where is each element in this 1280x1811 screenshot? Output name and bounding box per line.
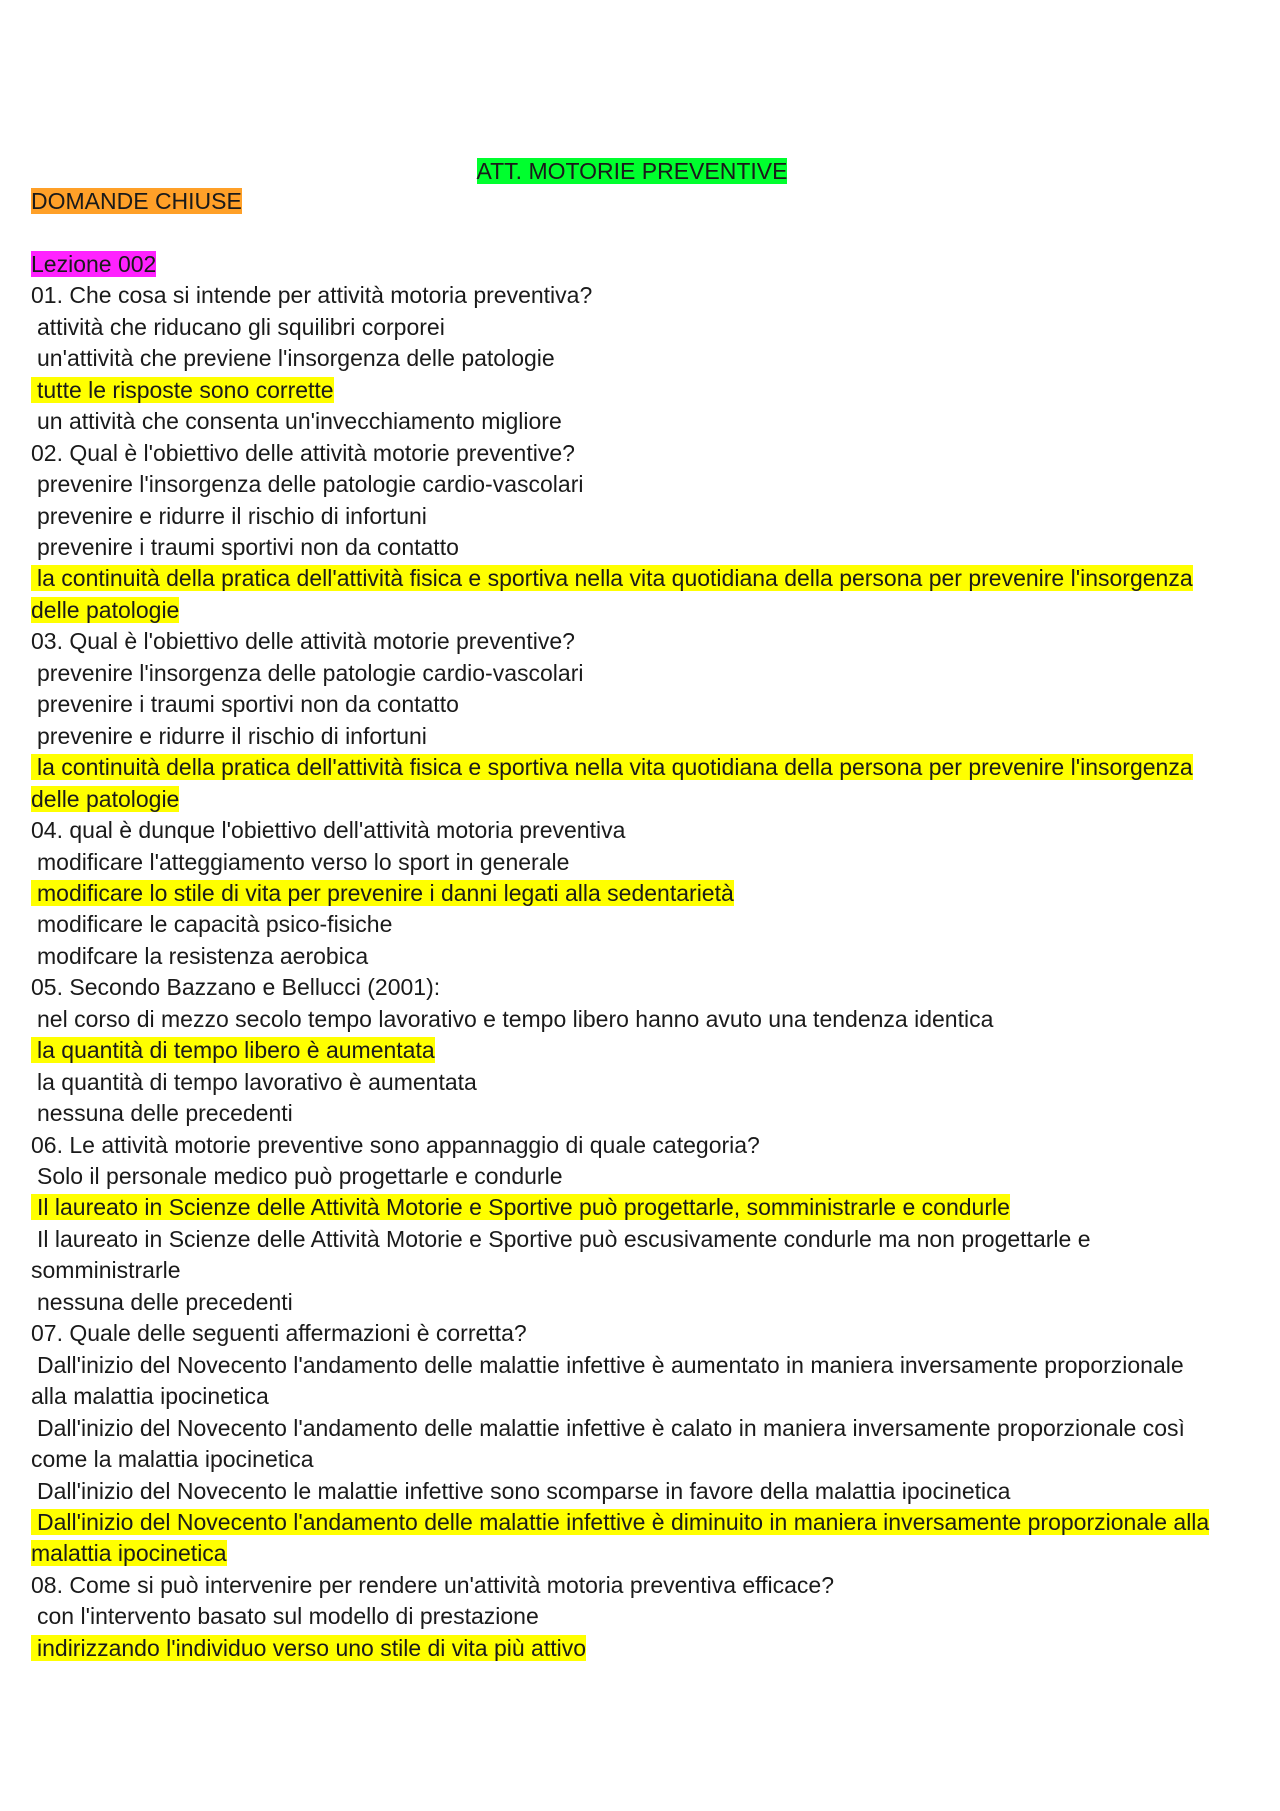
answer-option: modifcare la resistenza aerobica <box>37 942 369 969</box>
answer-option: con l'intervento basato sul modello di prestazione <box>37 1603 539 1630</box>
answer-option: prevenire e ridurre il rischio di infortuni <box>37 502 427 529</box>
answer-option-continuation: come la malattia ipocinetica <box>31 1446 314 1473</box>
answer-option: modificare l'atteggiamento verso lo sport in generale <box>37 848 570 875</box>
correct-answer: la continuità della pratica dell'attività fisica e sportiva nella vita quotidiana della persona per prevenire l'insorgenza <box>31 563 1256 594</box>
correct-answer: la continuità della pratica dell'attività fisica e sportiva nella vita quotidiana della persona per prevenire l'insorgenza <box>31 752 1256 783</box>
section-heading: DOMANDE CHIUSE <box>31 188 242 214</box>
answer-option: nessuna delle precedenti <box>37 1288 293 1315</box>
correct-answer: modificare lo stile di vita per prevenire i danni legati alla sedentarietà <box>31 878 1256 909</box>
document-title: ATT. MOTORIE PREVENTIVE <box>476 158 788 184</box>
answer-option-continuation: alla malattia ipocinetica <box>31 1383 269 1410</box>
answer-option: un attività che consenta un'invecchiamento migliore <box>37 408 562 435</box>
answer-option: prevenire i traumi sportivi non da contatto <box>37 533 459 560</box>
answer-option: un'attività che previene l'insorgenza delle patologie <box>37 345 555 372</box>
answer-option: prevenire l'insorgenza delle patologie cardio-vascolari <box>37 471 584 498</box>
correct-answer: Dall'inizio del Novecento l'andamento delle malattie infettive è diminuito in maniera inversamente proporzionale alla <box>31 1507 1256 1538</box>
question-text: 04. qual è dunque l'obiettivo dell'attività motoria preventiva <box>31 817 626 844</box>
answer-option: attività che riducano gli squilibri corporei <box>37 313 445 340</box>
answer-option: la quantità di tempo lavorativo è aumentata <box>37 1068 477 1095</box>
question-text: 03. Qual è l'obiettivo delle attività motorie preventive? <box>31 628 575 655</box>
correct-answer: Il laureato in Scienze delle Attività Motorie e Sportive può progettarle, somministrarle e condurle <box>31 1192 1256 1223</box>
correct-answer: indirizzando l'individuo verso uno stile di vita più attivo <box>31 1633 1256 1664</box>
question-text: 05. Secondo Bazzano e Bellucci (2001): <box>31 974 441 1001</box>
answer-option: Il laureato in Scienze delle Attività Motorie e Sportive può escusivamente condurle ma non progettarle e <box>37 1225 1091 1252</box>
answer-option: prevenire i traumi sportivi non da contatto <box>37 691 459 718</box>
document-body <box>31 186 1256 1664</box>
question-text: 01. Che cosa si intende per attività motoria preventiva? <box>31 282 593 309</box>
answer-option: prevenire e ridurre il rischio di infortuni <box>37 722 427 749</box>
correct-answer-continuation: malattia ipocinetica <box>31 1540 227 1567</box>
answer-option: nessuna delle precedenti <box>37 1100 293 1127</box>
answer-option: modificare le capacità psico-fisiche <box>37 911 393 938</box>
answer-option: prevenire l'insorgenza delle patologie cardio-vascolari <box>37 659 584 686</box>
answer-option: Dall'inizio del Novecento le malattie infettive sono scomparse in favore della malattia ipocinetica <box>37 1477 1011 1504</box>
answer-option: nel corso di mezzo secolo tempo lavorativo e tempo libero hanno avuto una tendenza identica <box>37 1005 994 1032</box>
question-text: 02. Qual è l'obiettivo delle attività motorie preventive? <box>31 439 575 466</box>
question-text: 07. Quale delle seguenti affermazioni è corretta? <box>31 1320 527 1347</box>
answer-option: Solo il personale medico può progettarle e condurle <box>37 1163 563 1190</box>
question-text: 08. Come si può intervenire per rendere un'attività motoria preventiva efficace? <box>31 1571 835 1598</box>
blank-line <box>31 217 1256 248</box>
question-text: 06. Le attività motorie preventive sono appannaggio di quale categoria? <box>31 1131 760 1158</box>
lesson-label: Lezione 002 <box>31 250 157 277</box>
answer-option-continuation: somministrarle <box>31 1257 181 1284</box>
answer-option: Dall'inizio del Novecento l'andamento delle malattie infettive è aumentato in maniera inversamente proporzionale <box>37 1351 1184 1378</box>
correct-answer: tutte le risposte sono corrette <box>31 375 1256 406</box>
correct-answer: la quantità di tempo libero è aumentata <box>31 1035 1256 1066</box>
correct-answer-continuation: delle patologie <box>31 596 180 623</box>
correct-answer-continuation: delle patologie <box>31 785 180 812</box>
answer-option: Dall'inizio del Novecento l'andamento delle malattie infettive è calato in maniera inversamente proporzionale così <box>37 1414 1185 1441</box>
